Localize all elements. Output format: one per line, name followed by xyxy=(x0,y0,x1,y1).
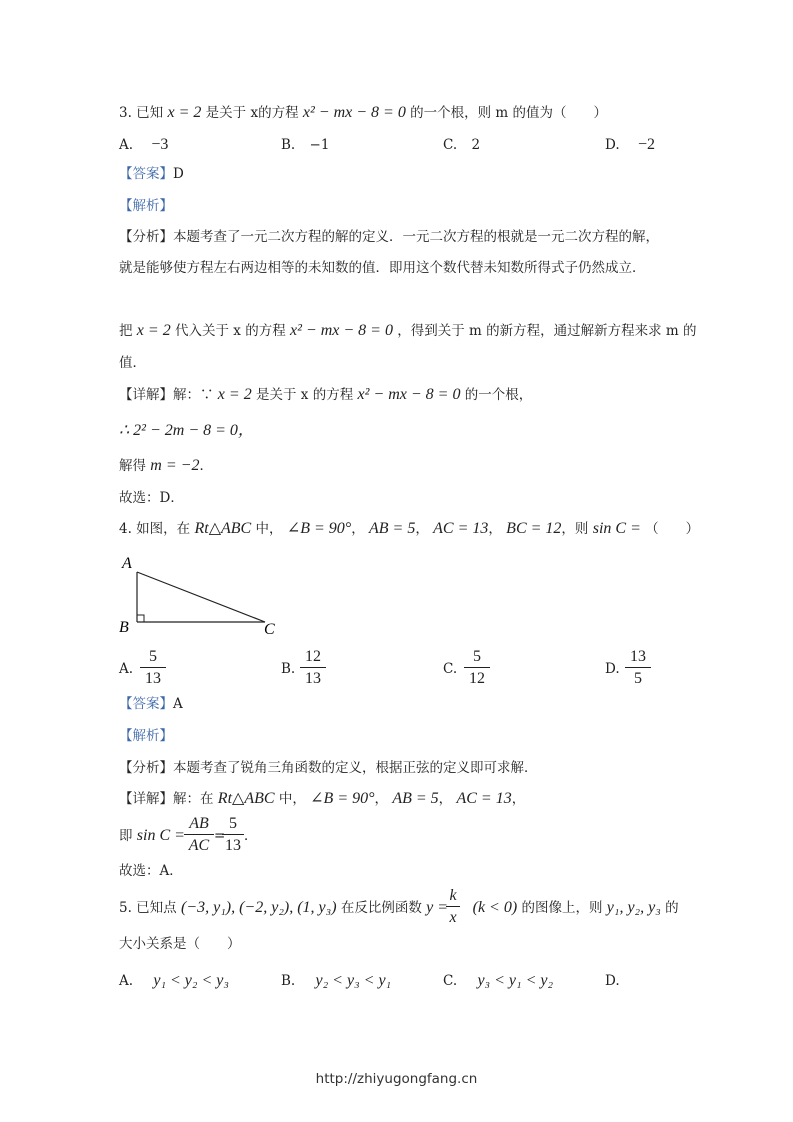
q3-option-c xyxy=(443,135,480,155)
q5-option-d xyxy=(605,971,636,991)
option-letter: D. xyxy=(605,973,620,989)
q4-stem-text-4: （ ） xyxy=(645,521,700,537)
numerator: 5 xyxy=(222,815,244,835)
fenxi-tag: 【分析】 xyxy=(119,229,173,245)
q5-function-fraction xyxy=(446,887,460,927)
vertex-label-b: B xyxy=(119,619,129,636)
q4-stem-text-2: 中， xyxy=(255,521,283,537)
q3-option-a xyxy=(119,135,168,155)
numerator: k xyxy=(446,887,460,907)
q5-ys: y₁, y₂, y₃ xyxy=(606,899,661,916)
denominator: 13 xyxy=(145,670,161,687)
detail-equation: x² − mx − 8 = 0 xyxy=(357,386,461,403)
detail-ac: AC = 13 xyxy=(456,790,512,807)
plan-condition: x = 2 xyxy=(136,322,171,339)
q3-step-1 xyxy=(119,421,254,441)
plan-equation: x² − mx − 8 = 0 xyxy=(290,322,393,339)
vertex-label-a: A xyxy=(122,555,132,572)
denominator: 12 xyxy=(469,670,485,687)
q4-stem-text: 4. 如图，在 xyxy=(119,521,191,537)
q5-option-a xyxy=(119,971,229,991)
fenxi-text: 本题考查了锐角三角函数的定义，根据正弦的定义即可求解． xyxy=(173,760,538,776)
q4-analysis-tag: 【解析】 xyxy=(119,728,173,744)
denominator: 13 xyxy=(225,837,241,854)
q4-option-d-letter: D. xyxy=(605,661,620,677)
option-letter: C. xyxy=(443,973,458,989)
plan-text-3: ，得到关于 m 的新方程，通过解新方程来求 m 的 xyxy=(397,323,697,339)
q5-stem-line-2: 大小关系是（ ） xyxy=(119,936,241,952)
answer-tag: 【答案】 xyxy=(119,166,173,182)
q4-choose: 故选：A． xyxy=(119,863,183,879)
q3-step-2 xyxy=(119,456,213,476)
right-angle-mark xyxy=(137,615,144,622)
q4-sinc: sin C = xyxy=(592,520,641,537)
plan-text-2: 代入关于 x 的方程 xyxy=(175,323,286,339)
q4-result-fraction-2 xyxy=(222,815,244,855)
option-value: −1 xyxy=(309,137,330,153)
vertex-label-c: C xyxy=(264,621,275,638)
q3-equation: x² − mx − 8 = 0 xyxy=(302,104,406,121)
detail-condition: x = 2 xyxy=(217,386,252,403)
q3-stem-text: 3. 已知 xyxy=(119,105,164,121)
result-text: 即 xyxy=(119,828,133,844)
q5-function-condition: (k < 0) xyxy=(472,899,518,916)
option-value: 2 xyxy=(471,137,481,153)
q3-answer xyxy=(119,164,184,184)
q4-triangle-figure xyxy=(115,552,285,638)
side-ac xyxy=(137,572,265,622)
option-value: −2 xyxy=(637,136,655,153)
q3-option-b xyxy=(281,135,329,155)
detail-angle: ∠B = 90° xyxy=(310,790,375,807)
q5-stem-text-2: 在反比例函数 xyxy=(340,900,422,916)
detail-text: 解：在 xyxy=(173,791,214,807)
option-letter: A. xyxy=(119,973,134,989)
option-value: y₃ < y₁ < y₂ xyxy=(477,972,554,989)
detail-tag: 【详解】 xyxy=(119,791,173,807)
q3-condition: x = 2 xyxy=(167,104,202,121)
q4-detail xyxy=(119,789,525,809)
fenxi-tag: 【分析】 xyxy=(119,760,173,776)
q5-stem xyxy=(119,898,679,918)
q5-stem-text: 5. 已知点 xyxy=(119,900,177,916)
q3-stem-text-3: 的一个根，则 m 的值为（ ） xyxy=(410,105,608,121)
separator: ， xyxy=(415,521,429,537)
q4-triangle: Rt△ABC xyxy=(194,520,252,537)
q3-analysis-tag: 【解析】 xyxy=(119,198,173,214)
option-letter: C. xyxy=(443,137,458,153)
step-equation: m = −2 xyxy=(150,457,200,474)
denominator: AC xyxy=(188,837,210,854)
option-letter: A. xyxy=(119,137,134,153)
q5-stem-text-3: 的图像上，则 xyxy=(521,900,603,916)
q4-angle: ∠B = 90° xyxy=(286,520,352,537)
plan-text: 把 xyxy=(119,323,133,339)
separator: ， xyxy=(488,521,502,537)
answer-tag: 【答案】 xyxy=(119,696,173,712)
separator: ， xyxy=(438,791,453,807)
q4-bc: BC = 12 xyxy=(506,520,562,537)
q4-option-b-fraction xyxy=(300,648,326,688)
q4-result-fraction-1 xyxy=(184,815,214,855)
numerator: 5 xyxy=(464,648,490,668)
option-letter: D. xyxy=(605,137,620,153)
option-letter: B. xyxy=(281,973,296,989)
q3-fenxi-line-1 xyxy=(119,227,659,247)
option-letter: B. xyxy=(281,137,296,153)
q3-detail-line xyxy=(119,385,532,405)
detail-text-2: 是关于 x 的方程 xyxy=(256,387,354,403)
q3-plan-line xyxy=(119,321,697,341)
q4-option-a-fraction xyxy=(140,648,166,688)
detail-text-3: ， xyxy=(511,791,526,807)
q3-choose: 故选：D． xyxy=(119,490,184,506)
q4-result-eq: = xyxy=(214,828,226,844)
separator: ， xyxy=(351,521,365,537)
q4-answer xyxy=(119,694,183,714)
q4-option-c-fraction xyxy=(464,648,490,688)
q4-option-b-letter: B. xyxy=(281,661,296,677)
q3-option-d xyxy=(605,135,655,155)
q3-plan-line-2: 值． xyxy=(119,355,146,371)
fenxi-text: 本题考查了一元二次方程的解的定义．一元二次方程的根就是一元二次方程的解， xyxy=(173,229,659,245)
q4-stem-text-3: ，则 xyxy=(561,521,589,537)
q3-stem xyxy=(119,103,607,123)
option-value: y₂ < y₃ < y₁ xyxy=(315,972,392,989)
option-value: −3 xyxy=(151,136,169,153)
q4-stem xyxy=(119,519,699,539)
q4-result-lead xyxy=(119,826,185,846)
q4-option-a-letter: A. xyxy=(119,661,134,677)
numerator: 13 xyxy=(625,648,651,668)
numerator: 12 xyxy=(300,648,326,668)
result-lhs: sin C = xyxy=(136,827,185,844)
q5-option-b xyxy=(281,971,391,991)
denominator: 13 xyxy=(305,670,321,687)
q4-ab: AB = 5 xyxy=(368,520,416,537)
denominator: x xyxy=(449,909,457,926)
separator: ， xyxy=(374,791,389,807)
q3-fenxi-line-2: 就是能够使方程左右两边相等的未知数的值．即用这个数代替未知数所得式子仍然成立． xyxy=(119,260,646,276)
detail-ab: AB = 5 xyxy=(392,790,439,807)
answer-value: A xyxy=(173,696,183,712)
option-value: y₁ < y₂ < y₃ xyxy=(153,972,229,989)
q4-result-end: ． xyxy=(244,828,258,844)
step-text-end: ． xyxy=(199,458,213,474)
numerator: 5 xyxy=(140,648,166,668)
q4-ac: AC = 13 xyxy=(433,520,489,537)
q5-points: (−3, y₁), (−2, y₂), (1, y₃) xyxy=(180,899,337,916)
answer-value: D xyxy=(173,166,184,182)
step-equation: ∴ 2² − 2m − 8 = 0， xyxy=(119,422,254,439)
q5-function-lhs: y = xyxy=(426,899,449,916)
numerator: AB xyxy=(184,815,214,835)
q5-option-c xyxy=(443,971,553,991)
q4-fenxi xyxy=(119,758,538,778)
detail-text: 解：∵ xyxy=(173,387,214,403)
step-text: 解得 xyxy=(119,458,146,474)
detail-triangle: Rt△ABC xyxy=(217,790,275,807)
detail-text-2: 中， xyxy=(278,791,306,807)
q4-option-d-fraction xyxy=(625,648,651,688)
q5-stem-text-4: 的 xyxy=(665,900,679,916)
footer-url[interactable]: http://zhiyugongfang.cn xyxy=(315,1071,478,1087)
detail-tag: 【详解】 xyxy=(119,387,173,403)
detail-text-3: 的一个根， xyxy=(464,387,533,403)
q4-option-c-letter: C. xyxy=(443,661,458,677)
denominator: 5 xyxy=(634,670,642,687)
q3-stem-text-2: 是关于 x的方程 xyxy=(205,105,299,121)
